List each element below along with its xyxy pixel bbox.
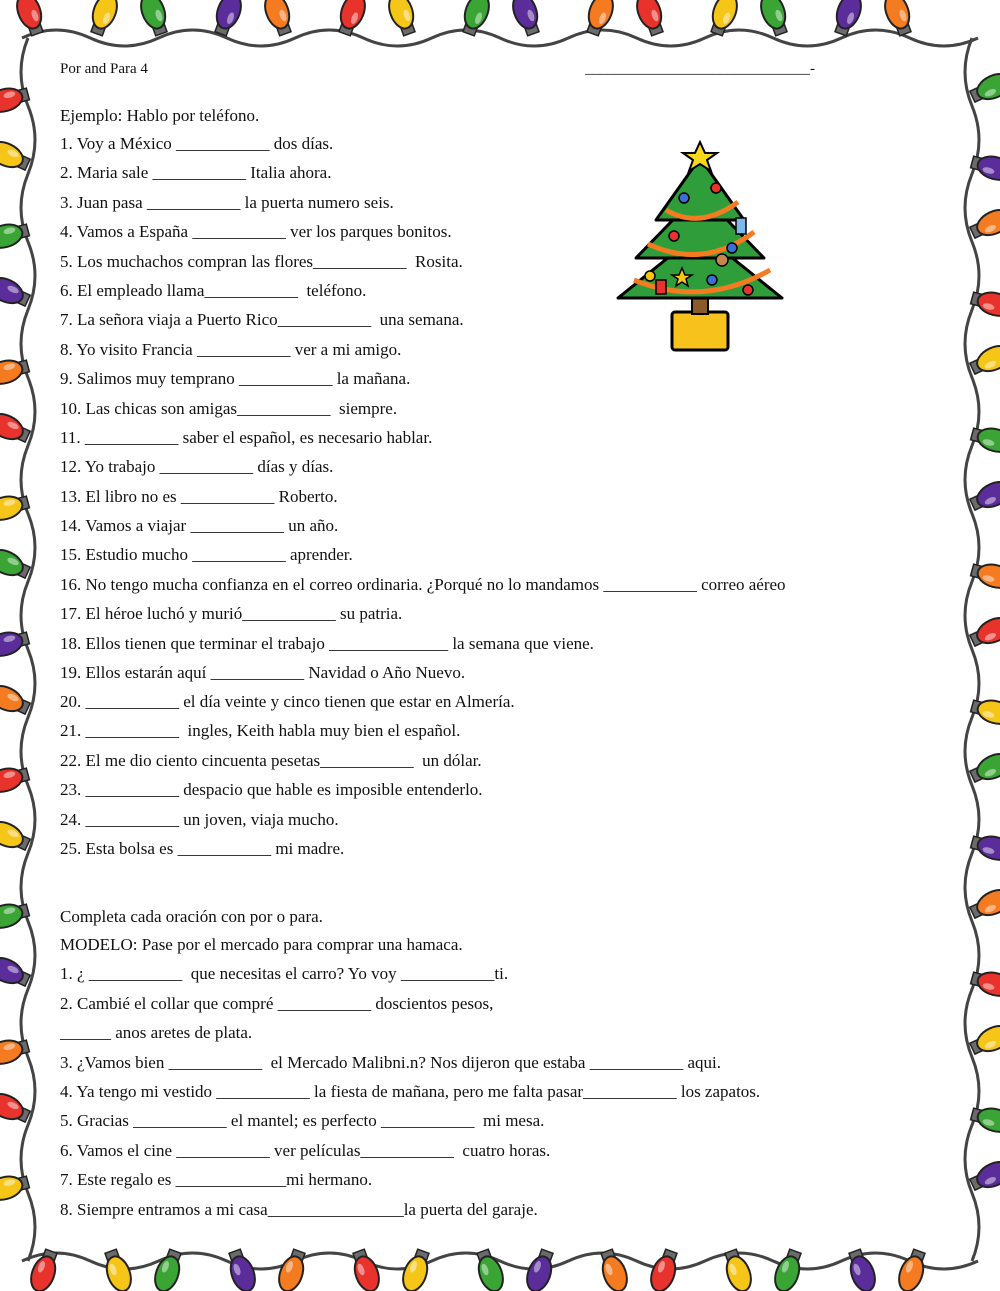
part2-item-2: 2. Cambié el collar que compré ___________ doscientos pesos, xyxy=(60,994,494,1013)
part1-item-19: 19. Ellos estarán aquí ___________ Navidad o Año Nuevo. xyxy=(60,663,466,682)
part2-item-6: 6. Vamos el cine ___________ ver películas___________ cuatro horas. xyxy=(60,1141,551,1160)
part1-item-23: 23. ___________ despacio que hable es imposible entenderlo. xyxy=(60,780,483,799)
part1-item-1: 1. Voy a México ___________ dos días. xyxy=(60,134,334,153)
part1-item-15: 15. Estudio mucho ___________ aprender. xyxy=(60,545,353,564)
part1-item-2: 2. Maria sale ___________ Italia ahora. xyxy=(60,163,332,182)
part2-item-7: 7. Este regalo es _____________mi hermano. xyxy=(60,1170,373,1189)
christmas-tree-image xyxy=(614,140,786,355)
stocking-icon xyxy=(656,280,666,294)
part2-instruction: Completa cada oración con por o para. xyxy=(60,907,323,926)
ornament-icon xyxy=(727,243,737,253)
part2-item-2-continued: ______ anos aretes de plata. xyxy=(60,1023,253,1042)
part1-item-16: 16. No tengo mucha confianza en el correo ordinaria. ¿Porqué no lo mandamos ___________ correo aéreo xyxy=(60,575,786,594)
part1-item-7: 7. La señora viaja a Puerto Rico___________ una semana. xyxy=(60,310,464,329)
example-sentence: Ejemplo: Hablo por teléfono. xyxy=(60,106,260,125)
part1-item-14: 14. Vamos a viajar ___________ un año. xyxy=(60,516,339,535)
part1-item-24: 24. ___________ un joven, viaja mucho. xyxy=(60,810,339,829)
part2-item-3: 3. ¿Vamos bien ___________ el Mercado Malibni.n? Nos dijeron que estaba ___________ aqui. xyxy=(60,1053,721,1072)
part1-item-13: 13. El libro no es ___________ Roberto. xyxy=(60,487,338,506)
ornament-icon xyxy=(679,193,689,203)
part2-item-8: 8. Siempre entramos a mi casa________________la puerta del garaje. xyxy=(60,1200,538,1219)
tree-body xyxy=(618,142,782,350)
ornament-icon xyxy=(669,231,679,241)
part1-item-20: 20. ___________ el día veinte y cinco tienen que estar en Almería. xyxy=(60,692,515,711)
part1-item-5: 5. Los muchachos compran las flores___________ Rosita. xyxy=(60,252,463,271)
part1-item-21: 21. ___________ ingles, Keith habla muy bien el español. xyxy=(60,721,461,740)
part1-item-22: 22. El me dio ciento cincuenta pesetas___________ un dólar. xyxy=(60,751,482,770)
part2-model: MODELO: Pase por el mercado para comprar una hamaca. xyxy=(60,935,463,954)
part1-item-6: 6. El empleado llama___________ teléfono. xyxy=(60,281,367,300)
part1-item-18: 18. Ellos tienen que terminar el trabajo ______________ la semana que viene. xyxy=(60,634,594,653)
part2-item-1: 1. ¿ ___________ que necesitas el carro? Yo voy ___________ti. xyxy=(60,964,509,983)
ornament-icon xyxy=(743,285,753,295)
part1-item-10: 10. Las chicas son amigas___________ siempre. xyxy=(60,399,398,418)
ornament-icon xyxy=(645,271,655,281)
part2-item-4: 4. Ya tengo mi vestido ___________ la fiesta de mañana, pero me falta pasar___________ los zapatos. xyxy=(60,1082,761,1101)
part1-item-9: 9. Salimos muy temprano ___________ la mañana. xyxy=(60,369,411,388)
tree-pot xyxy=(672,312,728,350)
ornament-icon xyxy=(711,183,721,193)
ornament-icon xyxy=(707,275,717,285)
part1-item-3: 3. Juan pasa ___________ la puerta numero seis. xyxy=(60,193,394,212)
part1-item-4: 4. Vamos a España ___________ ver los parques bonitos. xyxy=(60,222,452,241)
tree-trunk xyxy=(692,298,708,314)
part1-item-12: 12. Yo trabajo ___________ días y días. xyxy=(60,457,334,476)
worksheet-title: Por and Para 4 xyxy=(60,61,148,77)
part1-item-8: 8. Yo visito Francia ___________ ver a mi amigo. xyxy=(60,340,402,359)
part2-item-5: 5. Gracias ___________ el mantel; es perfecto ___________ mi mesa. xyxy=(60,1111,545,1130)
part1-item-11: 11. ___________ saber el español, es necesario hablar. xyxy=(60,428,433,447)
name-blank: ______________________________- xyxy=(585,61,815,77)
part1-item-17: 17. El héroe luchó y murió___________ su patria. xyxy=(60,604,403,623)
stocking-icon xyxy=(736,218,746,234)
gingerbread-icon xyxy=(716,254,728,266)
part1-item-25: 25. Esta bolsa es ___________ mi madre. xyxy=(60,839,345,858)
